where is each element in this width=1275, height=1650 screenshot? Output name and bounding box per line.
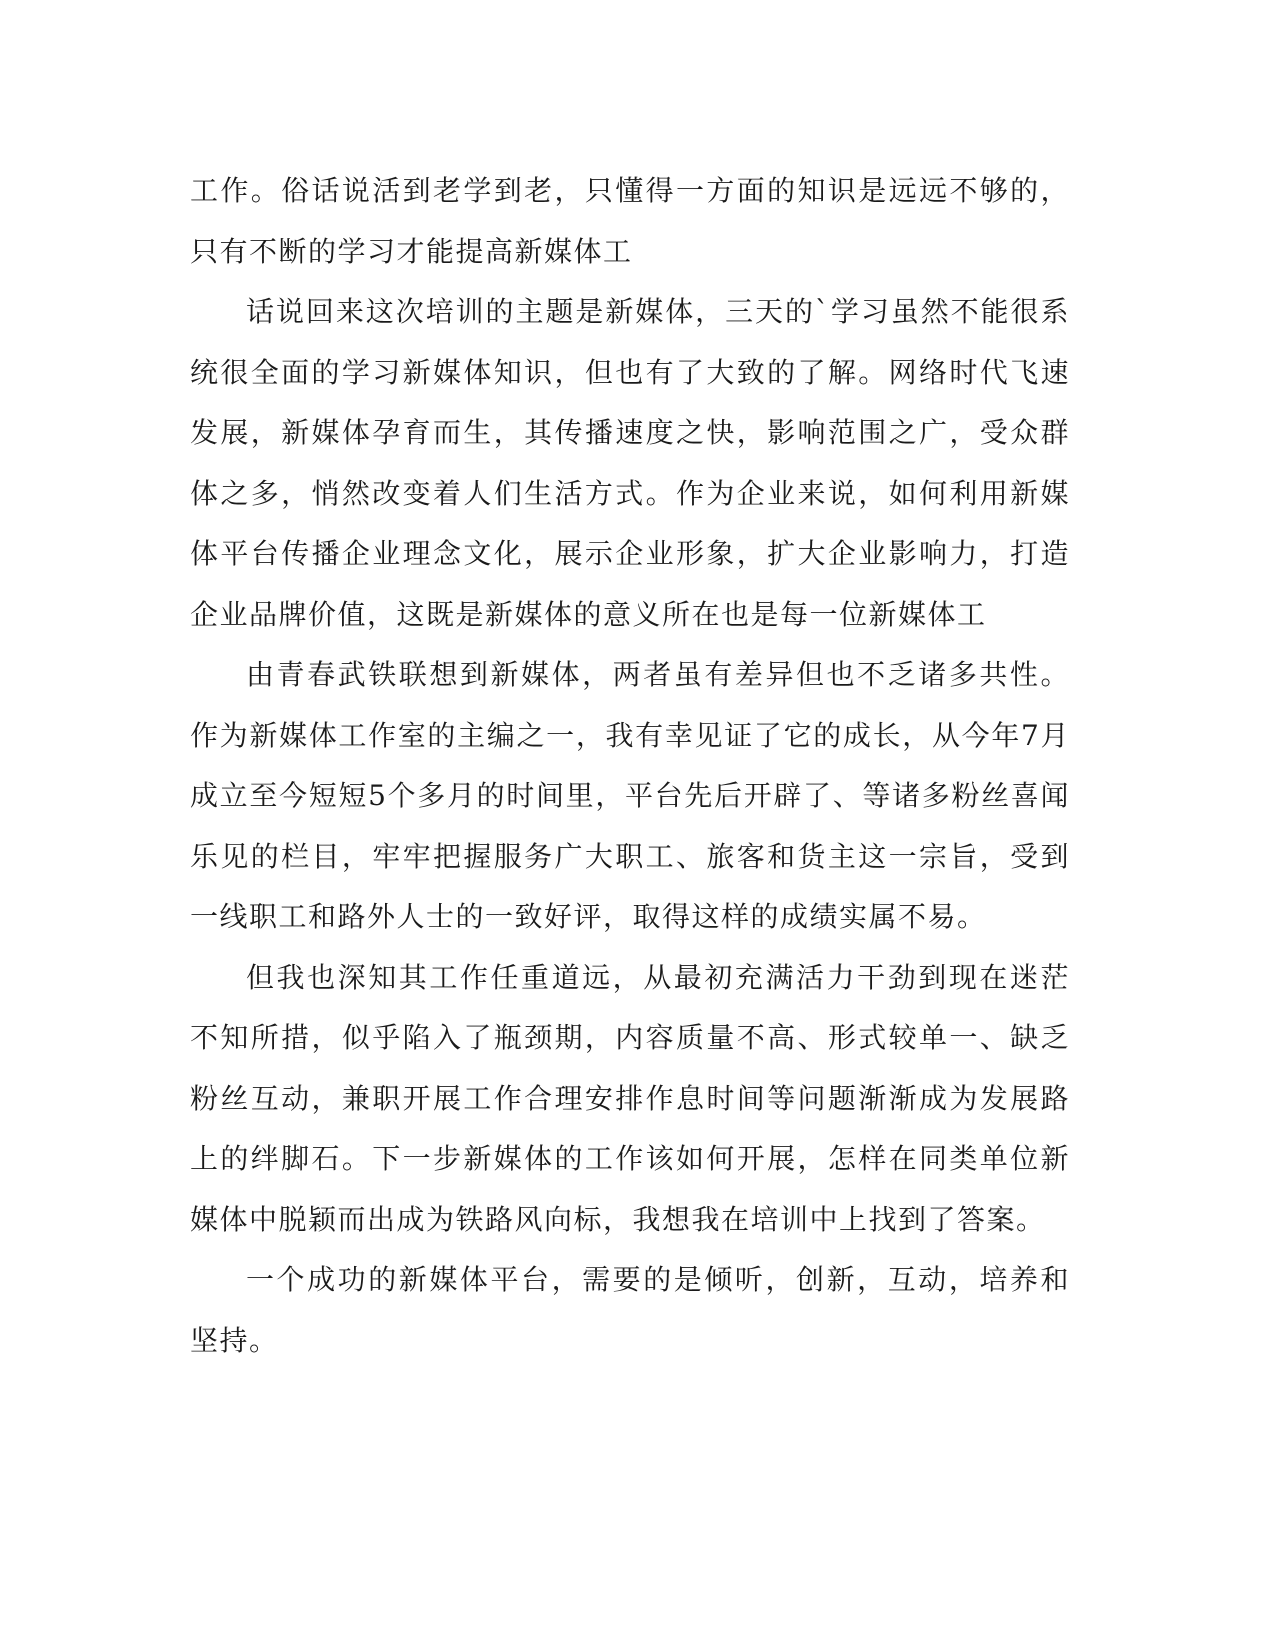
- paragraph-2: 话说回来这次培训的主题是新媒体，三天的`学习虽然不能很系统很全面的学习新媒体知识，但也有了大致的了解。网络时代飞速发展，新媒体孕育而生，其传播速度之快，影响范围之广，受众群体之多，悄然改变着人们生活方式。作为企业来说，如何利用新媒体平台传播企业理念文化，展示企业形象，扩大企业影响力，打造企业品牌价值，这既是新媒体的意义所在也是每一位新媒体工: [190, 295, 1070, 631]
- paragraph-1: 工作。俗话说活到老学到老，只懂得一方面的知识是远远不够的，只有不断的学习才能提高新媒体工: [190, 174, 1070, 268]
- paragraph-5: 一个成功的新媒体平台，需要的是倾听，创新，互动，培养和坚持。: [190, 1263, 1070, 1357]
- document-body: [190, 161, 1070, 1371]
- paragraph-4: 但我也深知其工作任重道远，从最初充满活力干劲到现在迷茫不知所措，似乎陷入了瓶颈期，内容质量不高、形式较单一、缺乏粉丝互动，兼职开展工作合理安排作息时间等问题渐渐成为发展路上的绊脚石。下一步新媒体的工作该如何开展，怎样在同类单位新媒体中脱颖而出成为铁路风向标，我想我在培训中上找到了答案。: [190, 960, 1070, 1236]
- paragraph-3: 由青春武铁联想到新媒体，两者虽有差异但也不乏诸多共性。作为新媒体工作室的主编之一，我有幸见证了它的成长，从今年7月成立至今短短5个多月的时间里，平台先后开辟了、等诸多粉丝喜闻乐见的栏目，牢牢把握服务广大职工、旅客和货主这一宗旨，受到一线职工和路外人士的一致好评，取得这样的成绩实属不易。: [190, 658, 1070, 933]
